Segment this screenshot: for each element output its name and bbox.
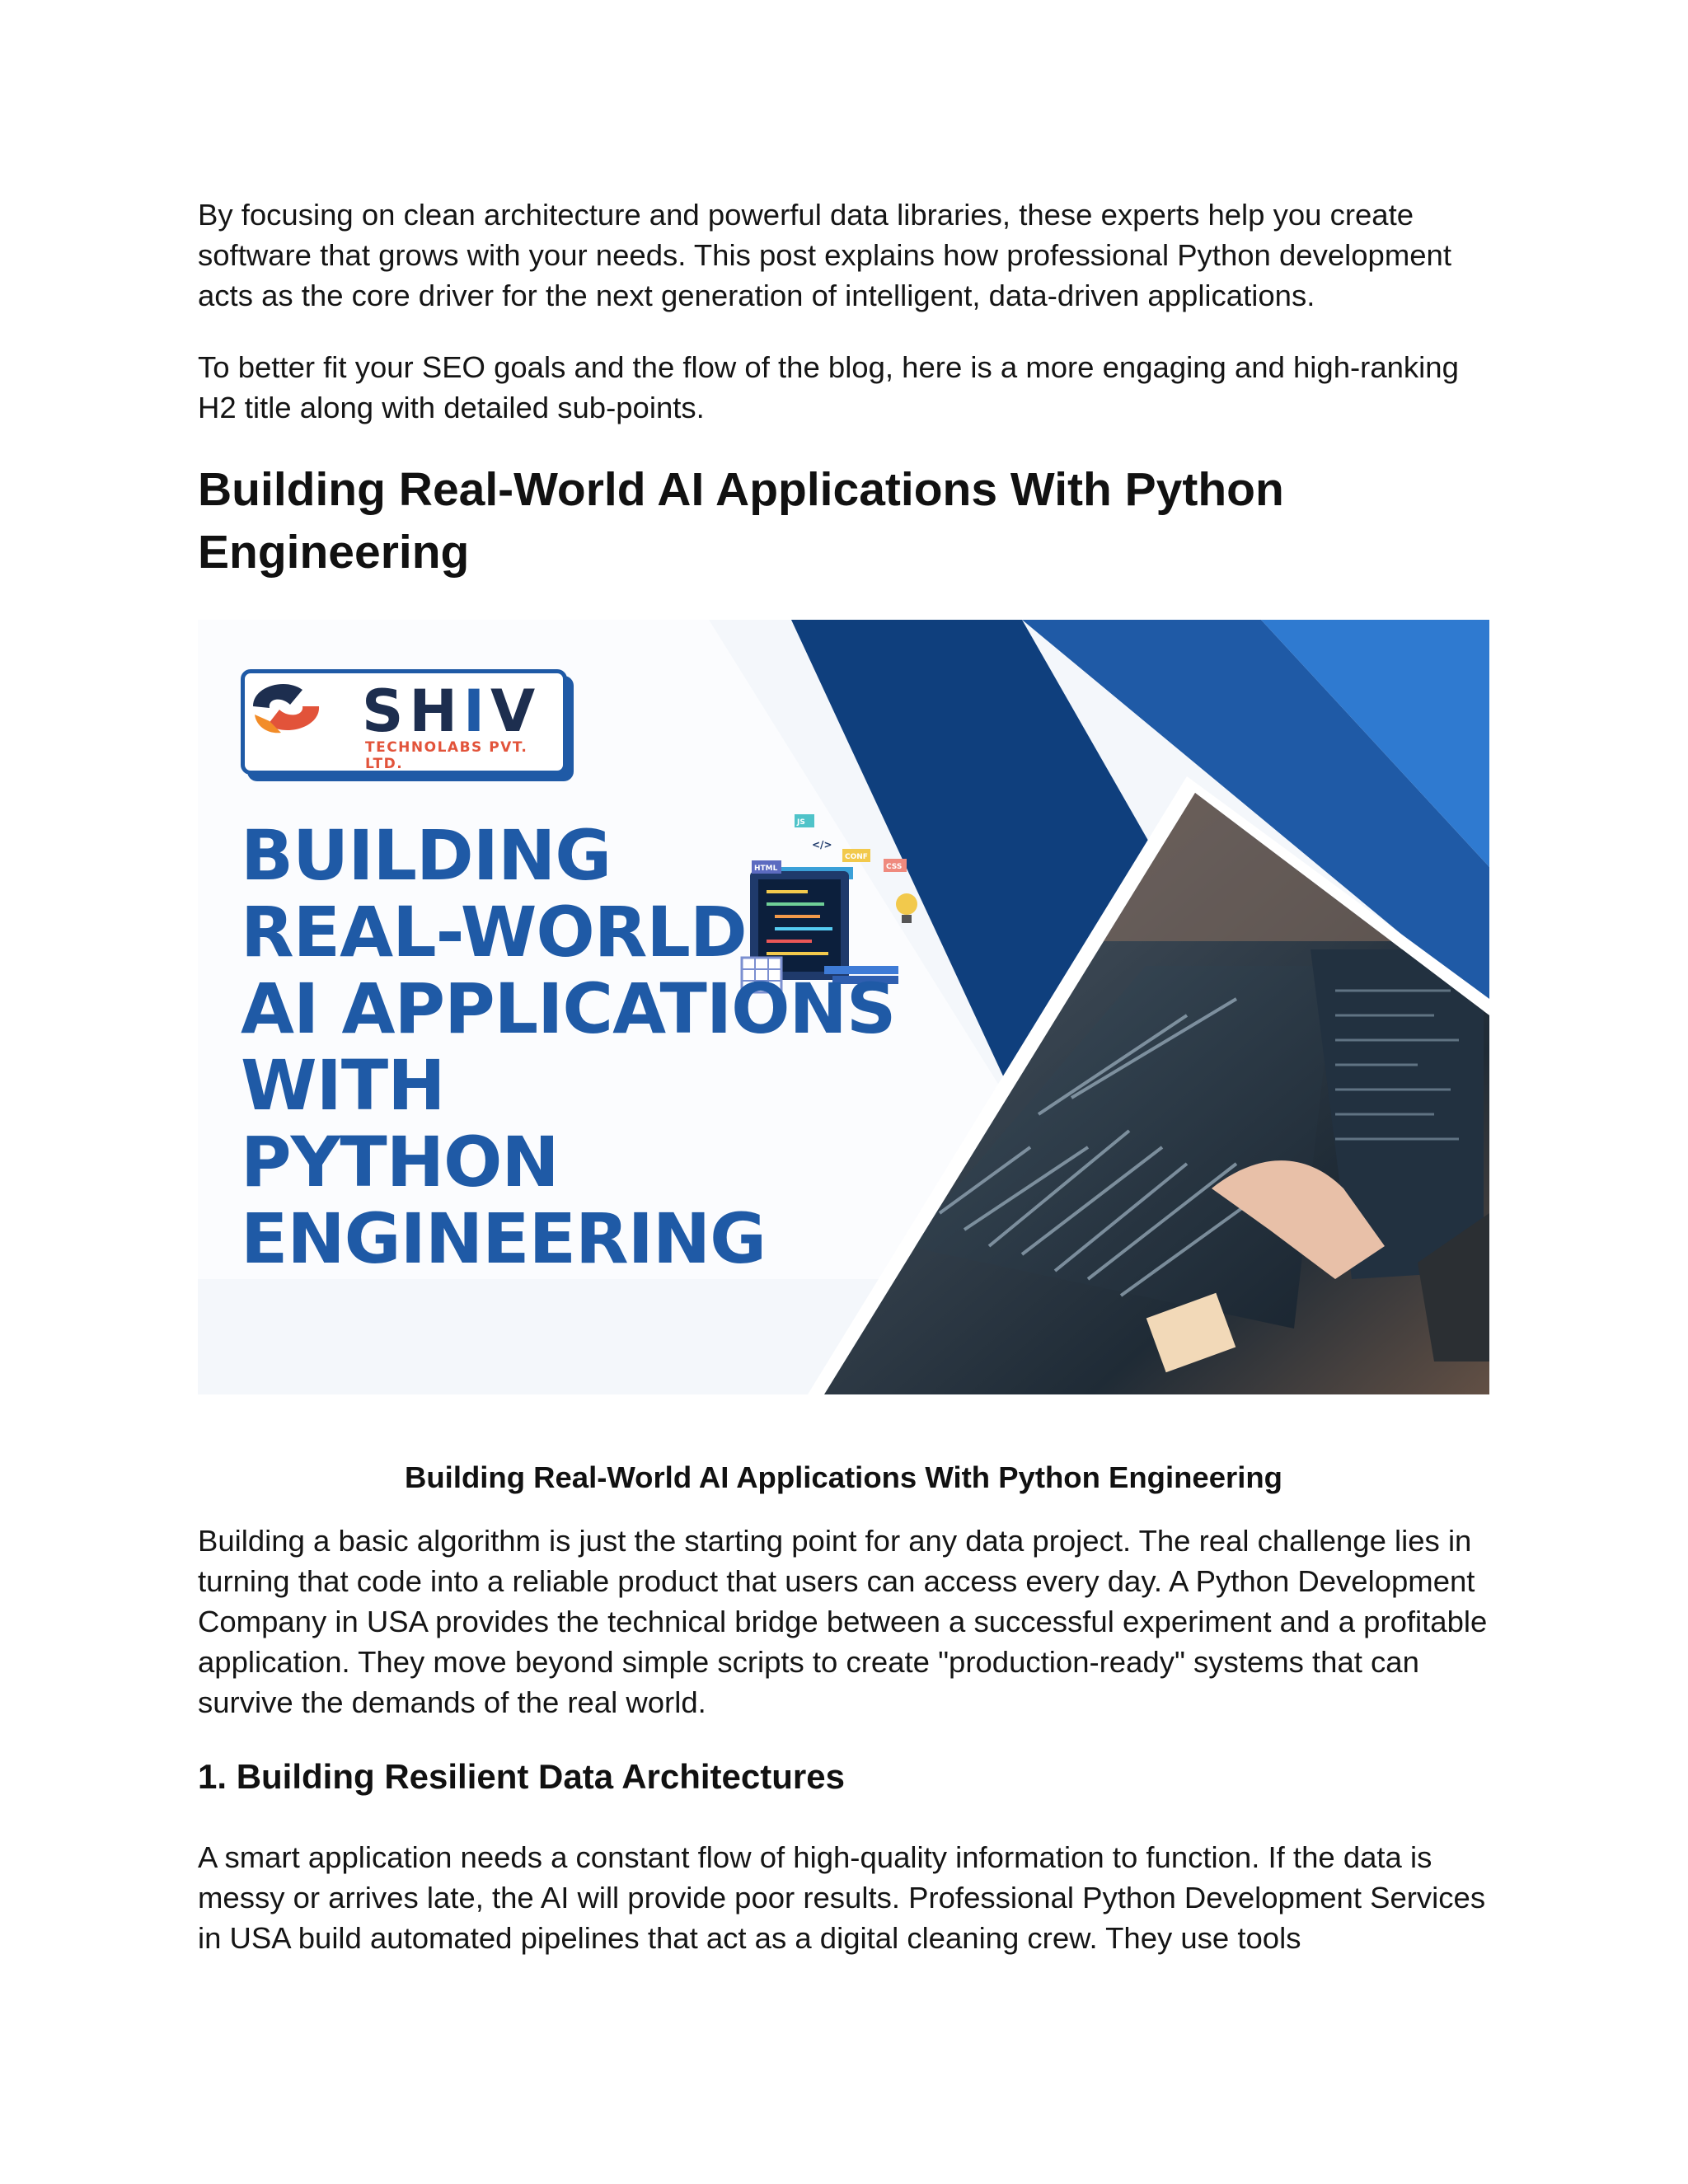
banner-title-line: WITH — [241, 1045, 445, 1126]
banner-title-line: AI APPLICATIONS — [241, 968, 896, 1049]
code-tag-conf: CONF — [845, 853, 868, 861]
section-title: Building Real-World AI Applications With Python Engineering — [198, 463, 1284, 579]
code-tag-brackets: </> — [812, 839, 832, 851]
subsection-paragraph: A smart application needs a constant flow of high-quality information to function. If the data is messy or arrives late, the AI will provide poor results. Professional Python Development Services in USA build automated pipelines that act as a digital cleaning crew. They use tools — [198, 1840, 1486, 1955]
banner-title-line: BUILDING — [241, 815, 612, 896]
body-paragraph: Building a basic algorithm is just the starting point for any data project. The real challenge lies in turning that code into a reliable product that users can access every day. A Python Development Company in USA provides the technical bridge between a successful experiment and a profitable application. They move beyond simple scripts to create "production-ready" systems that can survive the demands of the real world. — [198, 1524, 1488, 1719]
banner-image — [198, 620, 1489, 1394]
banner-title — [241, 815, 896, 1279]
logo-word-part: V — [490, 677, 542, 745]
logo-word-i: I — [463, 677, 491, 745]
intro-paragraph-1: By focusing on clean architecture and powerful data libraries, these experts help you create software that grows with your needs. This post explains how professional Python development acts as the core driver for the next generation of intelligent, data-driven applications. — [198, 198, 1451, 312]
banner-title-line: PYTHON — [241, 1122, 559, 1202]
code-tag-js: JS — [797, 818, 805, 827]
subsection-heading: 1. Building Resilient Data Architectures — [198, 1757, 845, 1796]
company-logo — [241, 669, 567, 775]
banner-title-line: ENGINEERING — [241, 1198, 767, 1279]
logo-wordmark — [362, 678, 541, 744]
logo-subtitle: TECHNOLABS PVT. LTD. — [365, 739, 528, 772]
logo-word-part: SH — [362, 677, 463, 745]
banner-title-line: REAL-WORLD — [241, 892, 747, 972]
image-caption: Building Real-World AI Applications With Python Engineering — [405, 1460, 1282, 1494]
code-tag-css: CSS — [886, 863, 903, 871]
code-tag-html: HTML — [754, 865, 778, 873]
intro-paragraph-2: To better fit your SEO goals and the flow of the blog, here is a more engaging and high-ranking H2 title along with detailed sub-points. — [198, 350, 1459, 424]
logo-mark-icon — [245, 673, 327, 739]
